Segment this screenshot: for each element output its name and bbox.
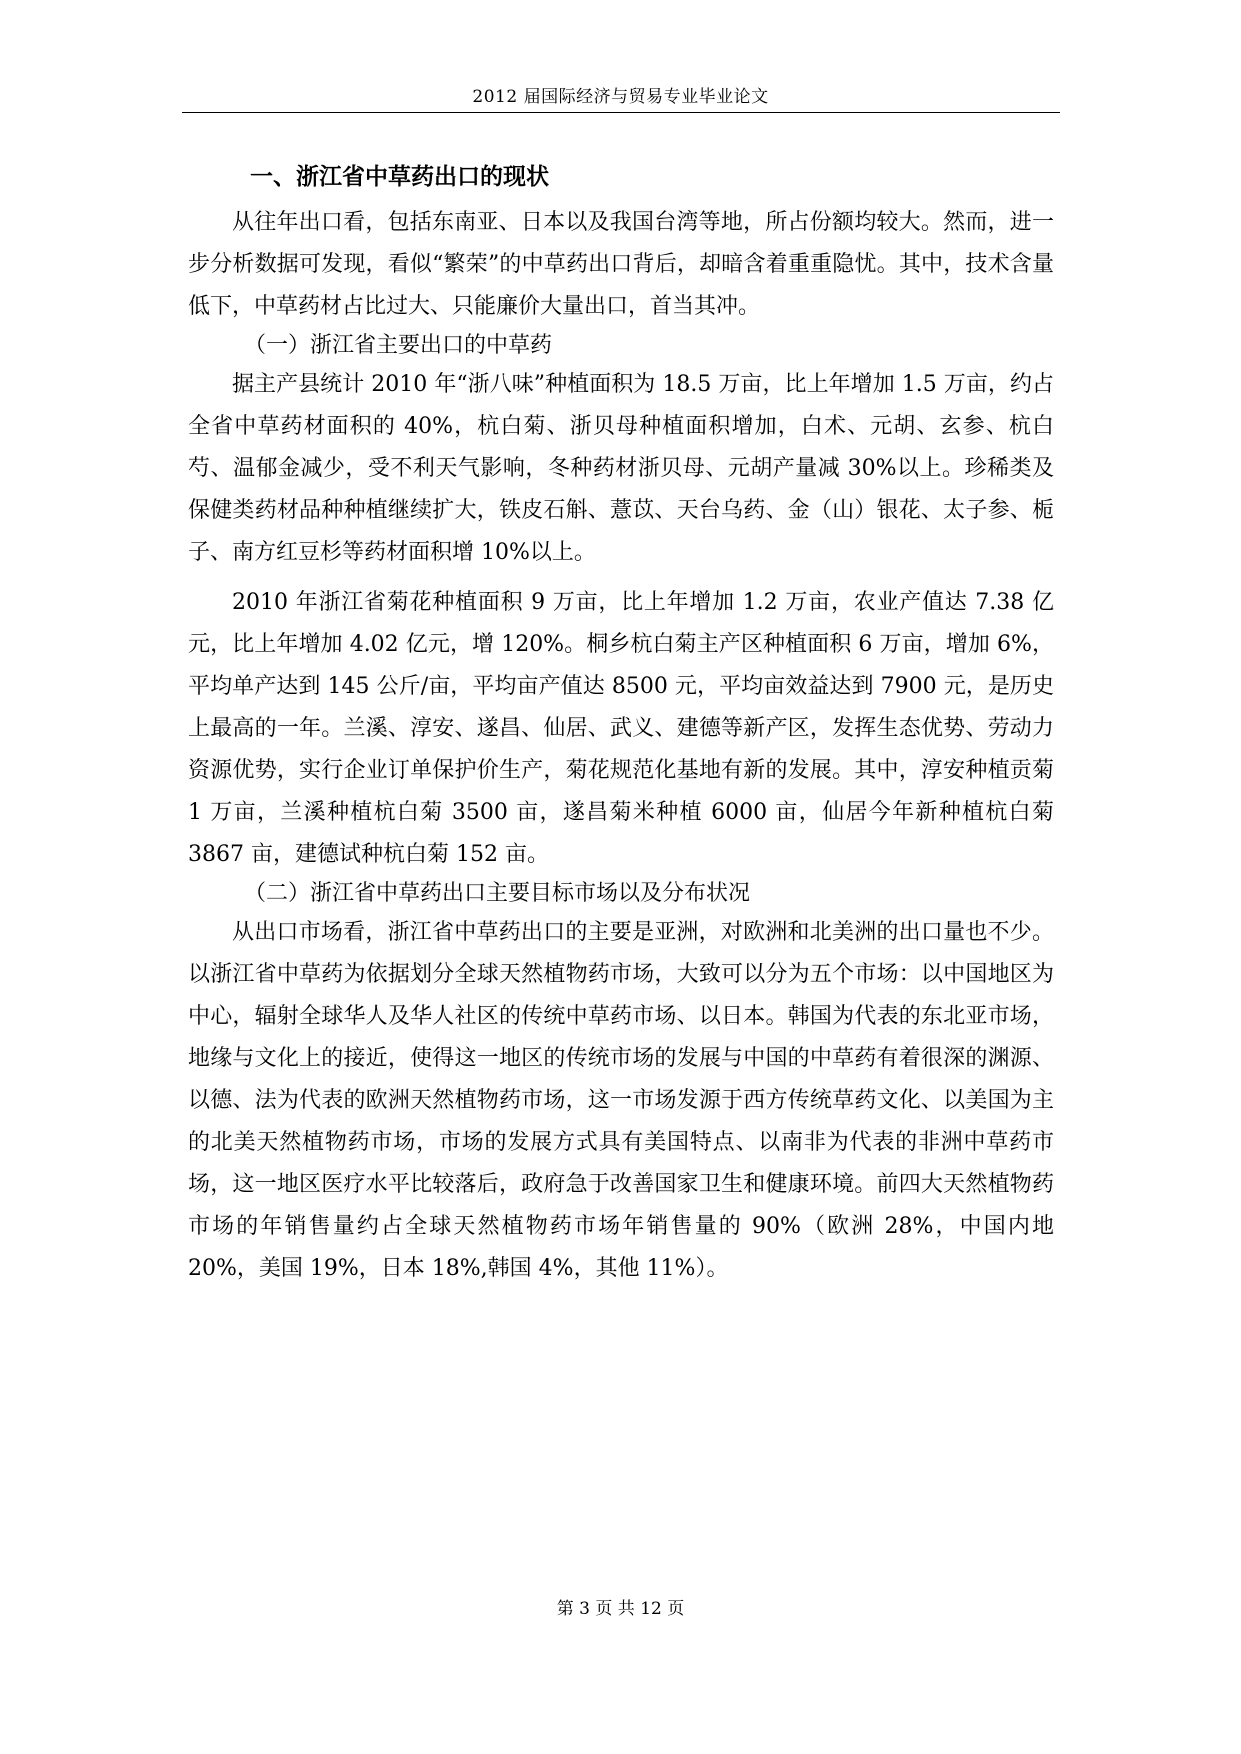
paragraph-chrysanthemum: 2010 年浙江省菊花种植面积 9 万亩，比上年增加 1.2 万亩，农业产值达 7.38 亿元，比上年增加 4.02 亿元，增 120%。桐乡杭白菊主产区种植面积 6 万亩，增加 6%，平均单产达到 145 公斤/亩，平均亩产值达 8500 元，平均亩效益达到 7900 元，是历史上最高的一年。兰溪、淳安、遂昌、仙居、武义、建德等新产区，发挥生态优势、劳动力资源优势，实行企业订单保护价生产，菊花规范化基地有新的发展。其中，淳安种植贡菊 1 万亩，兰溪种植杭白菊 3500 亩，遂昌菊米种植 6000 亩，仙居今年新种植杭白菊 3867 亩，建德试种杭白菊 152 亩。 — [188, 590, 1054, 867]
paragraph-export-markets: 从出口市场看，浙江省中草药出口的主要是亚洲，对欧洲和北美洲的出口量也不少。以浙江省中草药为依据划分全球天然植物药市场，大致可以分为五个市场：以中国地区为中心，辐射全球华人及华人社区的传统中草药市场、以日本。韩国为代表的东北亚市场，地缘与文化上的接近，使得这一地区的传统市场的发展与中国的中草药有着很深的渊源、以德、法为代表的欧洲天然植物药市场，这一市场发源于西方传统草药文化、以美国为主的北美天然植物药市场，市场的发展方式具有美国特点、以南非为代表的非洲中草药市场，这一地区医疗水平比较落后，政府急于改善国家卫生和健康环境。前四大天然植物药市场的年销售量约占全球天然植物药市场年销售量的 90%（欧洲 28%，中国内地 20%，美国 19%，日本 18%,韩国 4%，其他 11%）。 — [188, 920, 1054, 1281]
paragraph-main-herbs: 据主产县统计 2010 年“浙八味”种植面积为 18.5 万亩，比上年增加 1.5 万亩，约占全省中草药材面积的 40%，杭白菊、浙贝母种植面积增加，白术、元胡、玄参、杭白芍、温郁金减少，受不利天气影响，冬种药材浙贝母、元胡产量减 30%以上。珍稀类及保健类药材品种种植继续扩大，铁皮石斛、薏苡、天台乌药、金（山）银花、太子参、栀子、南方红豆杉等药材面积增 10%以上。 — [188, 372, 1054, 565]
header-divider — [182, 112, 1060, 113]
intro-paragraph: 从往年出口看，包括东南亚、日本以及我国台湾等地，所占份额均较大。然而，进一步分析数据可发现，看似“繁荣”的中草药出口背后，却暗含着重重隐忧。其中，技术含量低下，中草药材占比过大、只能廉价大量出口，首当其冲。 — [188, 210, 1054, 319]
document-header-title: 2012 届国际经济与贸易专业毕业论文 — [472, 87, 769, 107]
document-body — [188, 160, 1054, 1290]
section-heading: 一、浙江省中草药出口的现状 — [250, 164, 549, 190]
page-number-footer: 第 3 页 共 12 页 — [556, 1599, 685, 1619]
subsection-heading-2: （二）浙江省中草药出口主要目标市场以及分布状况 — [244, 881, 751, 906]
subsection-heading-1: （一）浙江省主要出口的中草药 — [244, 333, 553, 358]
